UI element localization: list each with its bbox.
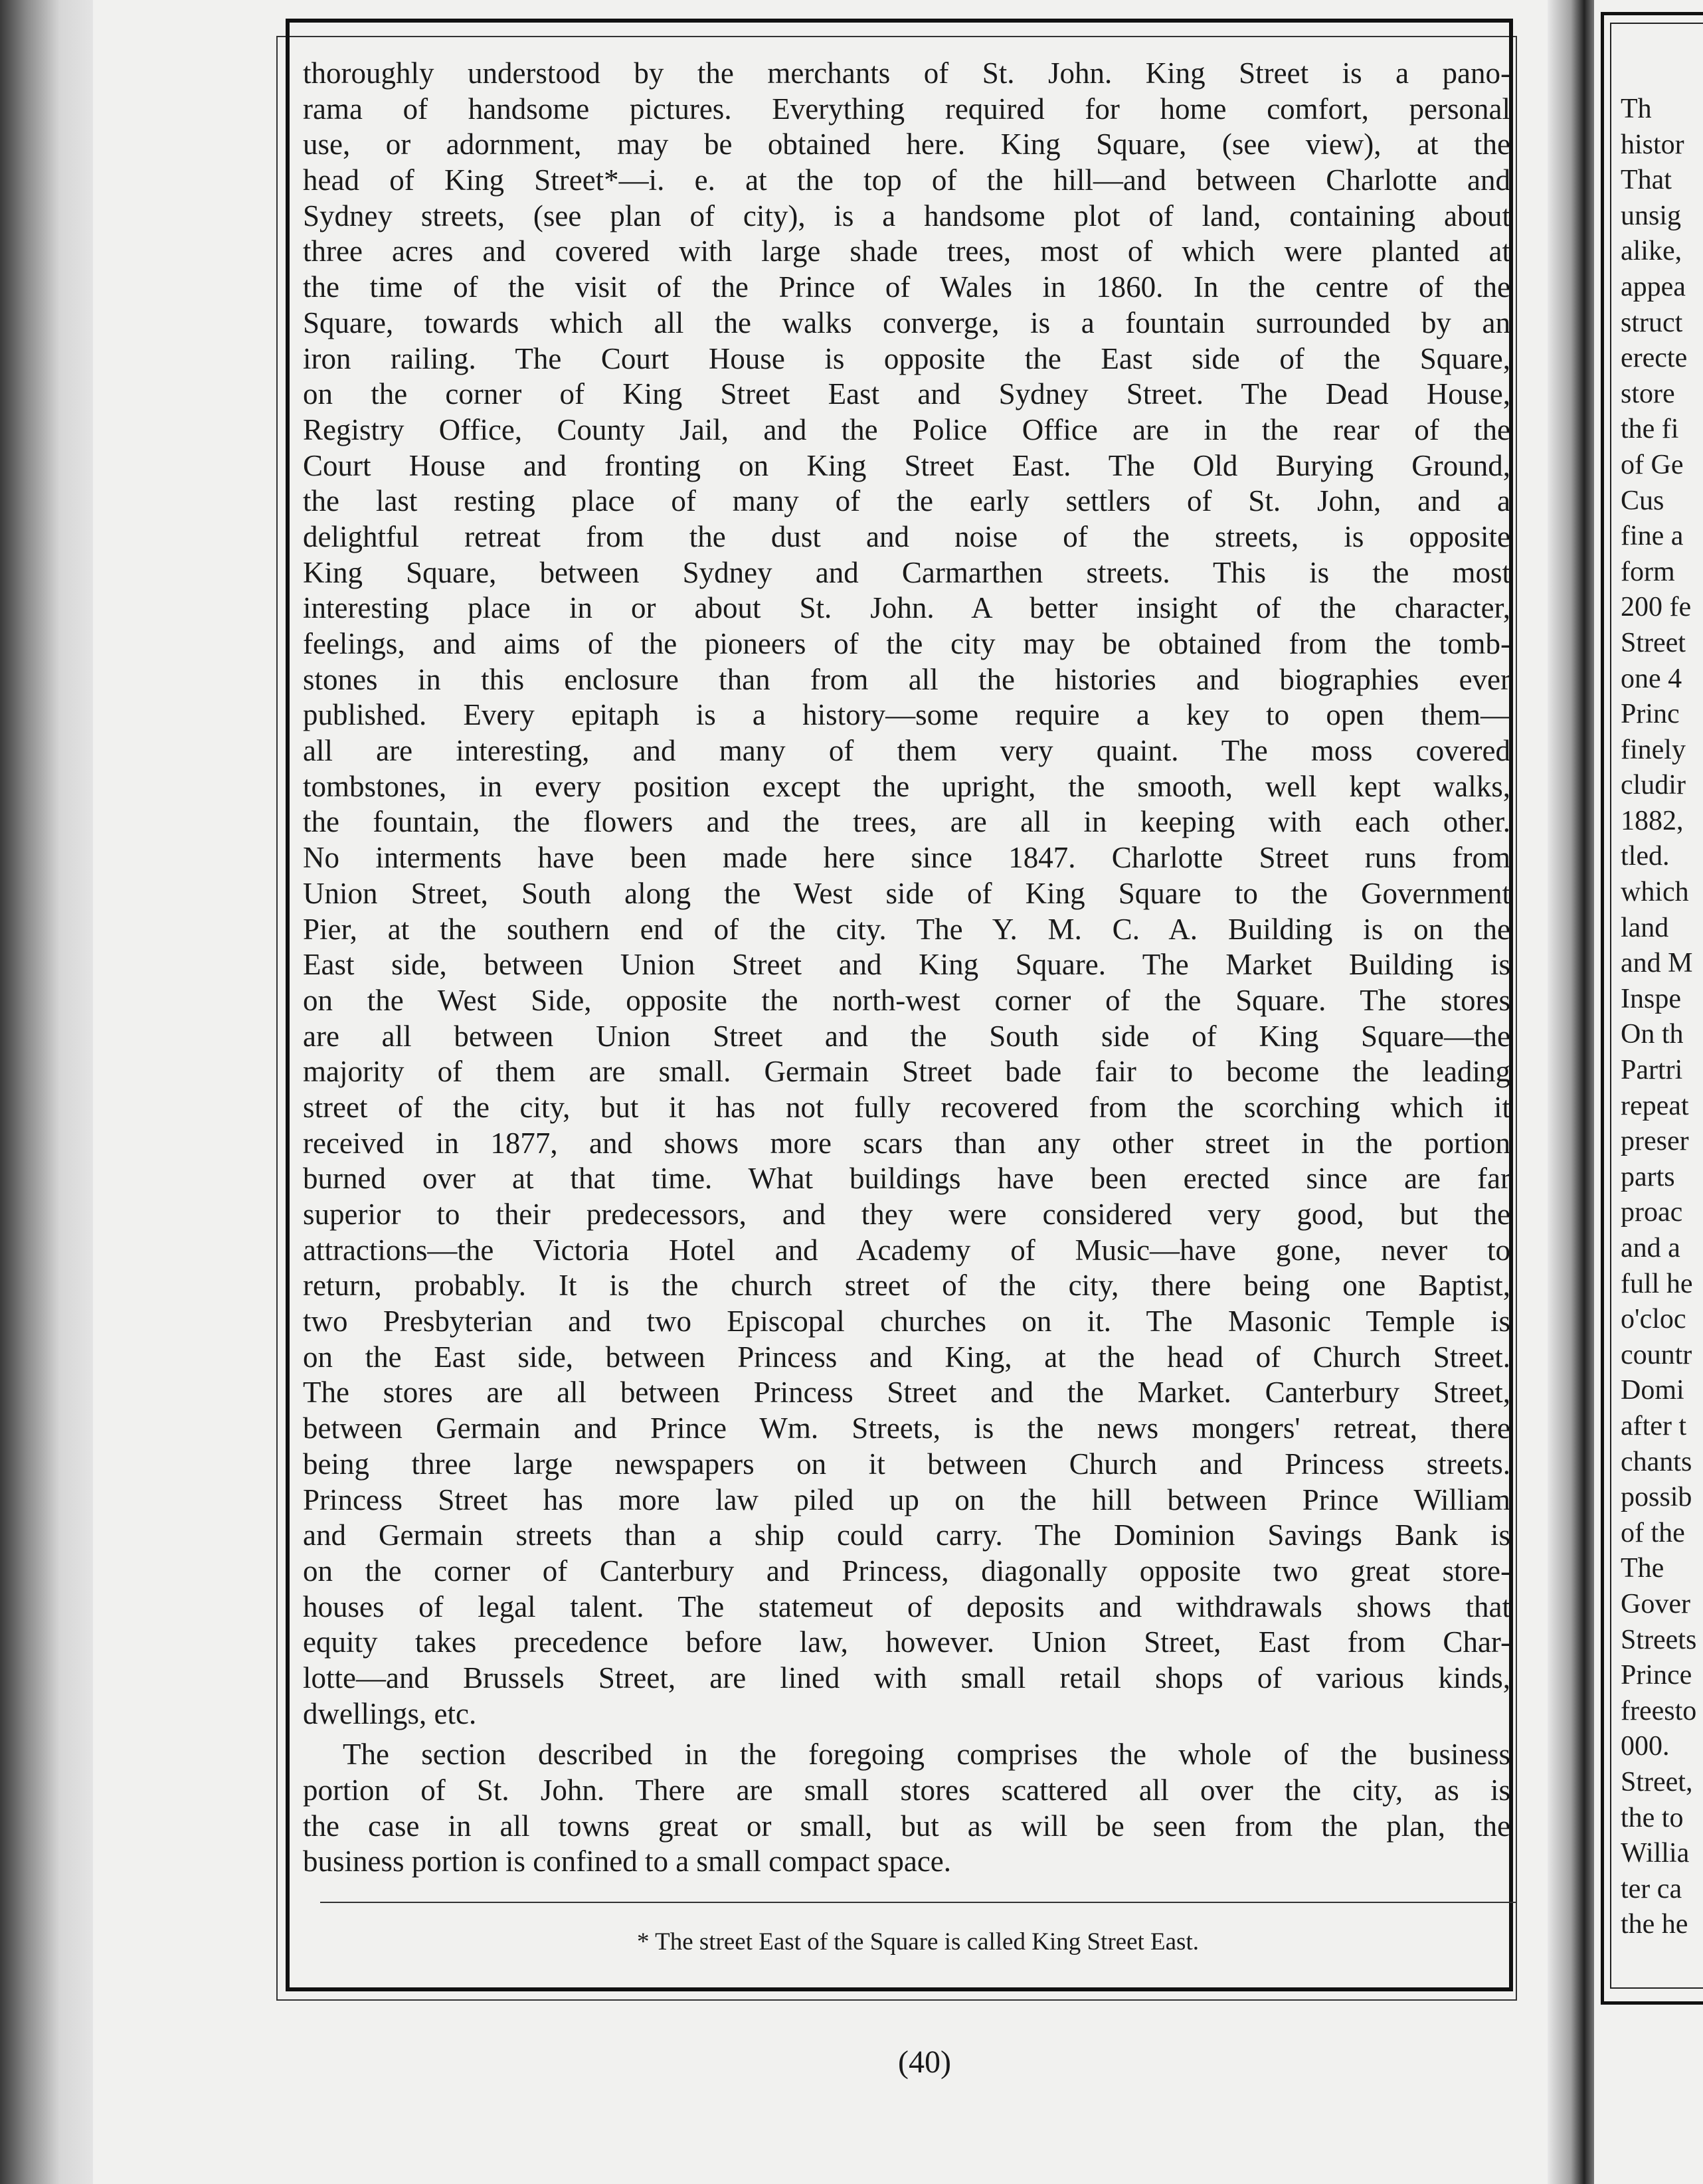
adjacent-text-fragment: Princ — [1621, 699, 1680, 730]
text-line: feelings, and aims of the pioneers of the city may be obtained from the tomb- — [303, 627, 1510, 660]
text-line: No interments have been made here since 1847. Charlotte Street runs from — [303, 841, 1510, 875]
adjacent-text-fragment: of the — [1621, 1517, 1685, 1548]
text-line: tombstones, in every position except the upright, the smooth, well kept walks, — [303, 769, 1510, 803]
text-line: received in 1877, and shows more scars than any other street in the portion — [303, 1126, 1510, 1160]
text-line: rama of handsome pictures. Everything required for home comfort, personal — [303, 92, 1510, 126]
text-line: head of King Street*—i. e. at the top of the hill—and between Charlotte and — [303, 163, 1510, 197]
text-line: burned over at that time. What buildings have been erected since are far — [303, 1162, 1510, 1196]
text-line: are all between Union Street and the South side of King Square—the — [303, 1019, 1510, 1053]
adjacent-text-fragment: store — [1621, 378, 1675, 409]
text-line: majority of them are small. Germain Street bade fair to become the leading — [303, 1055, 1510, 1089]
adjacent-text-fragment: On th — [1621, 1019, 1684, 1050]
text-line: Princess Street has more law piled up on the hill between Prince William — [303, 1483, 1510, 1516]
adjacent-text-fragment: o'cloc — [1621, 1304, 1686, 1335]
adjacent-text-fragment: Inspe — [1621, 983, 1681, 1014]
text-line: two Presbyterian and two Episcopal churches on it. The Masonic Temple is — [303, 1305, 1510, 1338]
adjacent-text-fragment: 200 fe — [1621, 592, 1692, 623]
text-line: houses of legal talent. The statemeut of deposits and withdrawals shows that — [303, 1590, 1510, 1623]
text-line: use, or adornment, may be obtained here. King Square, (see view), at the — [303, 128, 1510, 161]
adjacent-text-fragment: cludir — [1621, 770, 1686, 801]
adjacent-text-fragment: land — [1621, 912, 1669, 943]
body-text — [303, 56, 1510, 1880]
adjacent-text-fragment: tled. — [1621, 841, 1670, 872]
text-line: dwellings, etc. — [303, 1696, 477, 1730]
adjacent-text-fragment: Gover — [1621, 1588, 1690, 1619]
page-number: (40) — [898, 2045, 951, 2080]
text-line: the last resting place of many of the early settlers of St. John, and a — [303, 484, 1510, 518]
text-line: on the corner of King Street East and Sydney Street. The Dead House, — [303, 377, 1510, 411]
adjacent-text-fragment: appea — [1621, 271, 1686, 302]
adjacent-text-fragment: and M — [1621, 948, 1693, 979]
adjacent-text-fragment: Willia — [1621, 1838, 1690, 1869]
adjacent-text-fragment: chants — [1621, 1446, 1692, 1477]
adjacent-text-fragment: proac — [1621, 1197, 1683, 1228]
adjacent-text-fragment: struct — [1621, 307, 1683, 338]
text-line: Pier, at the southern end of the city. The Y. M. C. A. Building is on the — [303, 912, 1510, 946]
adjacent-text-fragment: parts — [1621, 1161, 1675, 1192]
text-line: between Germain and Prince Wm. Streets, is the news mongers' retreat, there — [303, 1411, 1510, 1445]
adjacent-text-fragment: Street, — [1621, 1766, 1693, 1797]
text-line: business portion is confined to a small compact space. — [303, 1845, 952, 1878]
adjacent-text-fragment: Cus — [1621, 485, 1664, 516]
adjacent-text-fragment: the fi — [1621, 414, 1679, 445]
adjacent-text-fragment: possib — [1621, 1482, 1692, 1513]
adjacent-text-fragment: erecte — [1621, 343, 1688, 374]
adjacent-text-fragment: 1882, — [1621, 805, 1684, 836]
text-line: street of the city, but it has not fully recovered from the scorching which it — [303, 1090, 1510, 1124]
adjacent-text-fragment: which — [1621, 877, 1689, 908]
text-line: on the East side, between Princess and King, at the head of Church Street. — [303, 1340, 1510, 1374]
adjacent-text-fragment: form — [1621, 556, 1675, 587]
text-line: on the corner of Canterbury and Princess, diagonally opposite two great store- — [303, 1554, 1510, 1588]
adjacent-text-fragment: ter ca — [1621, 1873, 1682, 1904]
adjacent-text-fragment: preser — [1621, 1126, 1689, 1157]
adjacent-text-fragment: Domi — [1621, 1375, 1684, 1406]
text-line: stones in this enclosure than from all the histories and biographies ever — [303, 662, 1510, 696]
text-line: published. Every epitaph is a history—some require a key to open them— — [303, 698, 1510, 732]
text-line: return, probably. It is the church street of the city, there being one Baptist, — [303, 1269, 1510, 1303]
adjacent-text-fragment: 000. — [1621, 1731, 1670, 1762]
text-line: equity takes precedence before law, however. Union Street, East from Char- — [303, 1625, 1510, 1659]
adjacent-text-fragment: Streets — [1621, 1624, 1697, 1655]
text-line: attractions—the Victoria Hotel and Academy of Music—have gone, never to — [303, 1233, 1510, 1267]
text-line: lotte—and Brussels Street, are lined with small retail shops of various kinds, — [303, 1661, 1510, 1694]
text-line: The section described in the foregoing comprises the whole of the business — [343, 1738, 1510, 1772]
adjacent-text-fragment: and a — [1621, 1233, 1680, 1263]
book-gutter — [1548, 0, 1594, 2184]
adjacent-page — [1594, 0, 1703, 2184]
adjacent-text-fragment: after t — [1621, 1410, 1687, 1441]
text-line: Square, towards which all the walks converge, is a fountain surrounded by an — [303, 306, 1510, 339]
text-line: East side, between Union Street and King Square. The Market Building is — [303, 948, 1510, 982]
text-line: on the West Side, opposite the north-west corner of the Square. The stores — [303, 983, 1510, 1017]
adjacent-text-fragment: histor — [1621, 129, 1684, 160]
text-line: Court House and fronting on King Street East. The Old Burying Ground, — [303, 448, 1510, 482]
text-line: Union Street, South along the West side of King Square to the Government — [303, 876, 1510, 910]
adjacent-text-fragment: Th — [1621, 94, 1652, 124]
adjacent-text-fragment: repeat — [1621, 1090, 1689, 1121]
adjacent-text-fragment: Street — [1621, 627, 1686, 658]
text-line: interesting place in or about St. John. A better insight of the character, — [303, 591, 1510, 625]
text-line: portion of St. John. There are small stores scattered all over the city, as is — [303, 1774, 1510, 1807]
text-line: being three large newspapers on it between Church and Princess streets. — [303, 1447, 1510, 1481]
text-line: Registry Office, County Jail, and the Police Office are in the rear of the — [303, 412, 1510, 446]
text-line: King Square, between Sydney and Carmarthen streets. This is the most — [303, 555, 1510, 589]
adjacent-text-fragment: one 4 — [1621, 663, 1682, 694]
text-line: the fountain, the flowers and the trees, are all in keeping with each other. — [303, 805, 1510, 839]
adjacent-text-fragment: Prince — [1621, 1660, 1692, 1691]
adjacent-text-fragment: the to — [1621, 1802, 1684, 1833]
adjacent-text-fragment: fine a — [1621, 521, 1684, 552]
left-page-edge — [0, 0, 93, 2184]
text-line: all are interesting, and many of them very quaint. The moss covered — [303, 734, 1510, 768]
adjacent-text-fragment: Partri — [1621, 1055, 1683, 1086]
text-line: superior to their predecessors, and they were considered very good, but the — [303, 1198, 1510, 1231]
adjacent-page-text — [1621, 92, 1696, 1943]
adjacent-text-fragment: the he — [1621, 1909, 1688, 1940]
text-line: Sydney streets, (see plan of city), is a handsome plot of land, containing about — [303, 199, 1510, 232]
adjacent-text-fragment: freesto — [1621, 1695, 1697, 1726]
adjacent-text-fragment: finely — [1621, 734, 1686, 765]
adjacent-text-fragment: That — [1621, 165, 1672, 196]
text-line: the time of the visit of the Prince of Wales in 1860. In the centre of the — [303, 270, 1510, 304]
text-line: delightful retreat from the dust and noise of the streets, is opposite — [303, 519, 1510, 553]
text-line: and Germain streets than a ship could carry. The Dominion Savings Bank is — [303, 1518, 1510, 1552]
adjacent-text-fragment: alike, — [1621, 236, 1682, 267]
adjacent-text-fragment: unsig — [1621, 200, 1682, 231]
text-line: thoroughly understood by the merchants of St. John. King Street is a pano- — [303, 56, 1510, 90]
text-line: The stores are all between Princess Street and the Market. Canterbury Street, — [303, 1376, 1510, 1410]
adjacent-text-fragment: full he — [1621, 1268, 1693, 1299]
text-line: three acres and covered with large shade trees, most of which were planted at — [303, 234, 1510, 268]
text-line: the case in all towns great or small, but as will be seen from the plan, the — [303, 1809, 1510, 1843]
text-line: iron railing. The Court House is opposite the East side of the Square, — [303, 341, 1510, 375]
footnote-rule — [320, 1902, 1516, 1903]
adjacent-text-fragment: of Ge — [1621, 449, 1684, 480]
footnote: * The street East of the Square is called King Street East. — [637, 1928, 1199, 1956]
adjacent-text-fragment: countr — [1621, 1339, 1692, 1370]
adjacent-text-fragment: The — [1621, 1553, 1664, 1584]
